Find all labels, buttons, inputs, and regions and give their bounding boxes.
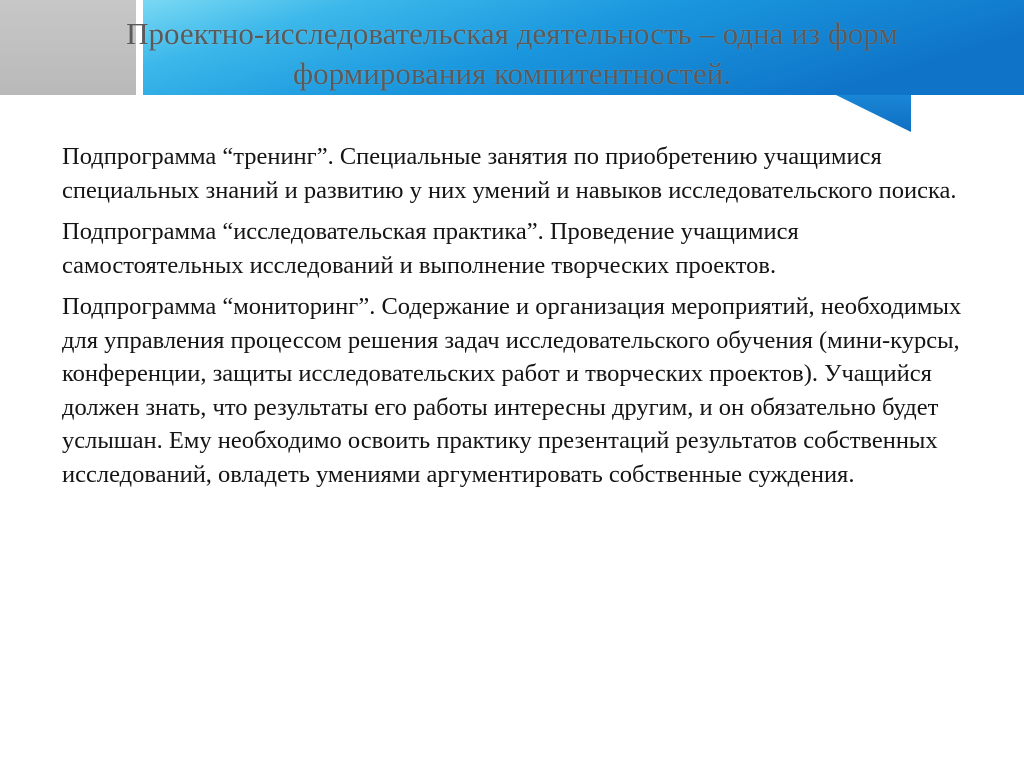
slide-title: Проектно-исследовательская деятельность – одна из форм формирования компитентностей.	[126, 16, 898, 91]
paragraph-training: Подпрограмма “тренинг”. Специальные занятия по приобретению учащимися специальных знаний и развитию у них умений и навыков исследовательского поиска.	[62, 143, 957, 204]
paragraph-research-practice: Подпрограмма “исследовательская практика”. Проведение учащимися самостоятельных исследований и выполнение творческих проектов.	[62, 218, 799, 279]
paragraph-monitoring: Подпрограмма “мониторинг”. Содержание и организация мероприятий, необходимых для управления процессом решения задач исследовательского обучения (мини-курсы, конференции, защиты исследовательских работ и творческих проектов). Учащийся должен знать, что результаты его работы интересны другим, и он обязательно будет услышан. Ему необходимо освоить практику презентаций результатов собственных исследований, овладеть умениями аргументировать собственные суждения.	[62, 293, 962, 488]
slide-body	[62, 140, 962, 499]
